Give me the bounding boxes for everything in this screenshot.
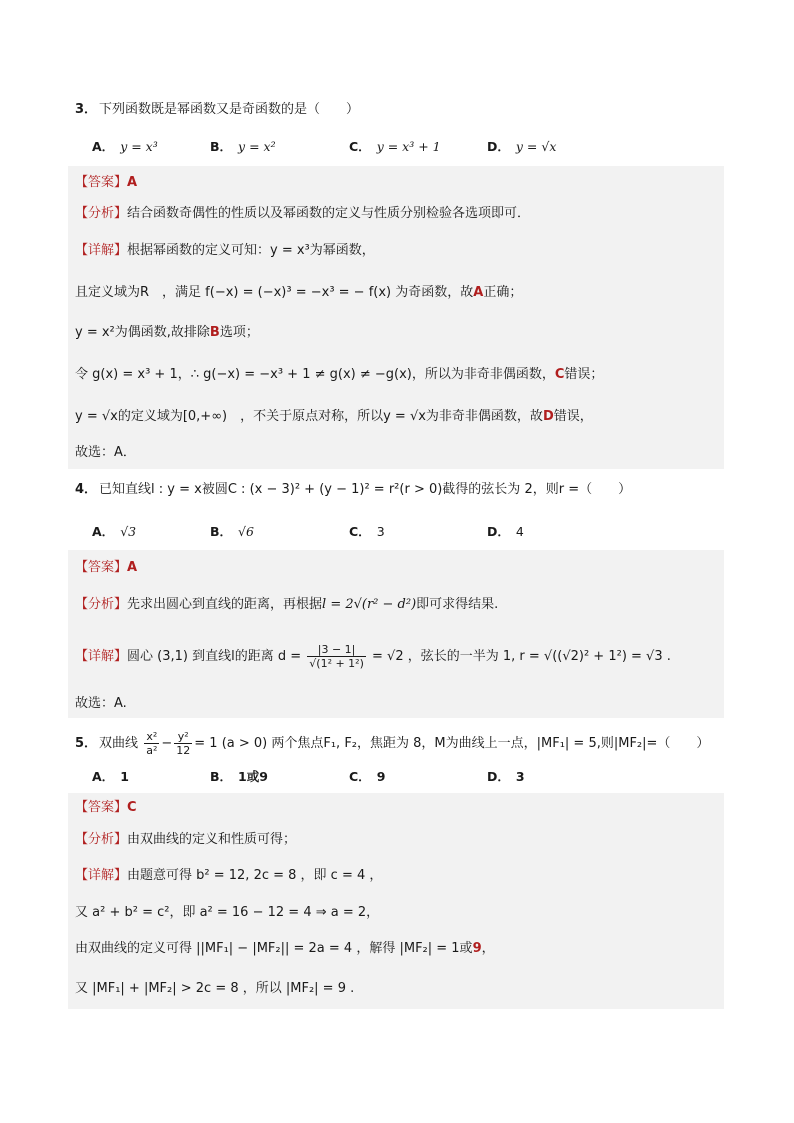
choose-line: 故选：A.	[75, 696, 127, 711]
detail-line-4: 令 g(x) = x³ + 1，∴ g(−x) = −x³ + 1 ≠ g(x) ≠ −g(x)，所以为非奇非偶函数，C错误；	[75, 367, 604, 382]
option-c: C． 9	[349, 769, 386, 784]
question-5-stem: 5． 双曲线 $\frac{\text{x²}}{\text{a²}}$ − $\frac{\text{y²}}{12}$ = 1 (a > 0) 两个焦点F₁, F₂，焦距为 8，M为曲线上一点，|MF₁| = 5,则|MF₂|=（ ）	[75, 730, 710, 757]
detail-line-1: 【详解】根据幂函数的定义可知：y = x³为幂函数，	[75, 243, 375, 258]
detail-line-3: y = x²为偶函数,故排除B选项；	[75, 325, 259, 340]
option-c: C． y = x³ + 1	[349, 139, 441, 154]
question-4-stem	[75, 481, 631, 499]
answer-line: 【答案】C	[75, 800, 137, 815]
distance-fraction: $\frac{|3 - 1|}{\text{√(1² + 1²)}}$	[309, 643, 364, 670]
option-d: D． 4	[487, 524, 524, 539]
option-a: A． √3	[92, 524, 137, 539]
question-number: 4．	[75, 482, 98, 497]
question-text: 已知直线l : y = x被圆C : (x − 3)² + (y − 1)² = r²(r > 0)截得的弦长为 2，则r =（ ）	[99, 482, 632, 497]
detail-line: 【详解】圆心 (3,1) 到直线l的距离 d = $\frac{|3 - 1|}{\text{√(1² + 1²)}}$ = √2 ，弦长的一半为 1, r = √((√2)² + 1²) = √3 .	[75, 643, 671, 670]
question-text: 下列函数既是幂函数又是奇函数的是（ ）	[99, 102, 360, 117]
option-b: B． √6	[210, 524, 254, 539]
detail-line-3: 由双曲线的定义可得 ||MF₁| − |MF₂|| = 2a = 4 ，解得 |MF₂| = 1或9，	[75, 941, 495, 956]
option-b: B． y = x²	[210, 139, 276, 154]
hyperbola-fraction-x: $\frac{\text{x²}}{\text{a²}}$	[146, 730, 158, 757]
choose-line: 故选：A．	[75, 445, 136, 460]
answer-line: 【答案】A	[75, 175, 138, 190]
option-b: B． 1或9	[210, 769, 268, 784]
option-c: C． 3	[349, 524, 385, 539]
option-a: A． y = x³	[92, 139, 158, 154]
question-number: 3．	[75, 102, 98, 117]
analysis-line: 【分析】先求出圆心到直线的距离，再根据l = 2√(r² − d²)即可求得结果.	[75, 597, 499, 612]
solution-box-q4	[68, 550, 724, 718]
detail-line-2: 且定义域为R ，满足 f(−x) = (−x)³ = −x³ = − f(x) 为奇函数，故A正确；	[75, 285, 523, 300]
question-3-stem	[75, 101, 359, 119]
detail-line-5: y = √x的定义域为[0,+∞) ，不关于原点对称，所以y = √x为非奇非偶函数，故D错误，	[75, 409, 593, 424]
analysis-line: 【分析】结合函数奇偶性的性质以及幂函数的定义与性质分别检验各选项即可．	[75, 206, 531, 221]
detail-line-4: 又 |MF₁| + |MF₂| > 2c = 8 ，所以 |MF₂| = 9 .	[75, 981, 355, 996]
answer-line: 【答案】A	[75, 560, 138, 575]
detail-line-1: 【详解】由题意可得 b² = 12, 2c = 8 ，即 c = 4 ，	[75, 868, 383, 883]
option-d: D． y = √x	[487, 139, 557, 154]
solution-box-q5	[68, 793, 724, 1009]
hyperbola-fraction-y: $\frac{\text{y²}}{12}$	[176, 730, 191, 757]
analysis-line: 【分析】由双曲线的定义和性质可得；	[75, 832, 297, 847]
option-a: A． 1	[92, 769, 129, 784]
option-d: D． 3	[487, 769, 525, 784]
question-number: 5．	[75, 736, 98, 751]
detail-line-2: 又 a² + b² = c²，即 a² = 16 − 12 = 4 ⇒ a = 2，	[75, 905, 380, 920]
